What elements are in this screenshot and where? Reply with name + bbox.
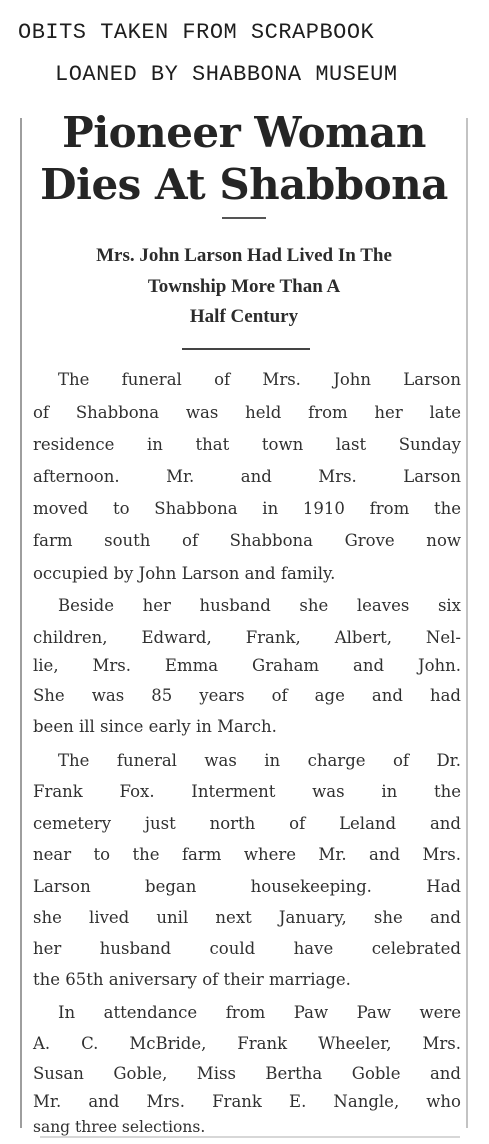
body-line: she lived unil next January, she and: [33, 908, 461, 927]
headline-divider: [222, 217, 266, 219]
body-line: her husband could have celebrated: [33, 939, 461, 958]
subheadline-line-2: Township More Than A: [147, 276, 341, 297]
body-line: near to the farm where Mr. and Mrs.: [33, 845, 461, 864]
section-rule: [182, 348, 310, 350]
caption-line-2: LOANED BY SHABBONA MUSEUM: [55, 62, 398, 87]
body-line: Susan Goble, Miss Bertha Goble and: [33, 1064, 461, 1083]
body-line: Beside her husband she leaves six: [58, 596, 461, 615]
body-line: The funeral was in charge of Dr.: [58, 751, 461, 770]
clipping-left-border: [20, 118, 22, 1128]
caption-line-1: OBITS TAKEN FROM SCRAPBOOK: [18, 20, 375, 45]
headline-line-2: Dies At Shabbona: [40, 160, 448, 209]
body-line: sang three selections.: [33, 1118, 206, 1136]
subheadline-line-3: Half Century: [189, 306, 299, 327]
subheadline-line-1: Mrs. John Larson Had Lived In The: [96, 245, 392, 266]
body-line: cemetery just north of Leland and: [33, 814, 461, 833]
clipping-right-border: [466, 118, 468, 1128]
body-line: been ill since early in March.: [33, 717, 277, 736]
body-line: A. C. McBride, Frank Wheeler, Mrs.: [33, 1034, 461, 1053]
body-line: The funeral of Mrs. John Larson: [58, 370, 461, 389]
body-line: lie, Mrs. Emma Graham and John.: [33, 656, 461, 675]
body-line: Frank Fox. Interment was in the: [33, 782, 461, 801]
body-line: She was 85 years of age and had: [33, 686, 461, 705]
clipping-bottom-edge: [40, 1136, 460, 1138]
body-line: of Shabbona was held from her late: [33, 403, 461, 422]
body-line: afternoon. Mr. and Mrs. Larson: [33, 467, 461, 486]
headline-line-1: Pioneer Woman: [62, 108, 426, 157]
body-line: In attendance from Paw Paw were: [58, 1003, 461, 1022]
body-line: moved to Shabbona in 1910 from the: [33, 499, 461, 518]
body-line: residence in that town last Sunday: [33, 435, 461, 454]
body-line: the 65th aniversary of their marriage.: [33, 970, 351, 989]
body-line: Mr. and Mrs. Frank E. Nangle, who: [33, 1092, 461, 1111]
body-line: occupied by John Larson and family.: [33, 564, 336, 583]
body-line: farm south of Shabbona Grove now: [33, 531, 461, 550]
body-line: Larson began housekeeping. Had: [33, 877, 461, 896]
body-line: children, Edward, Frank, Albert, Nel-: [33, 628, 461, 647]
